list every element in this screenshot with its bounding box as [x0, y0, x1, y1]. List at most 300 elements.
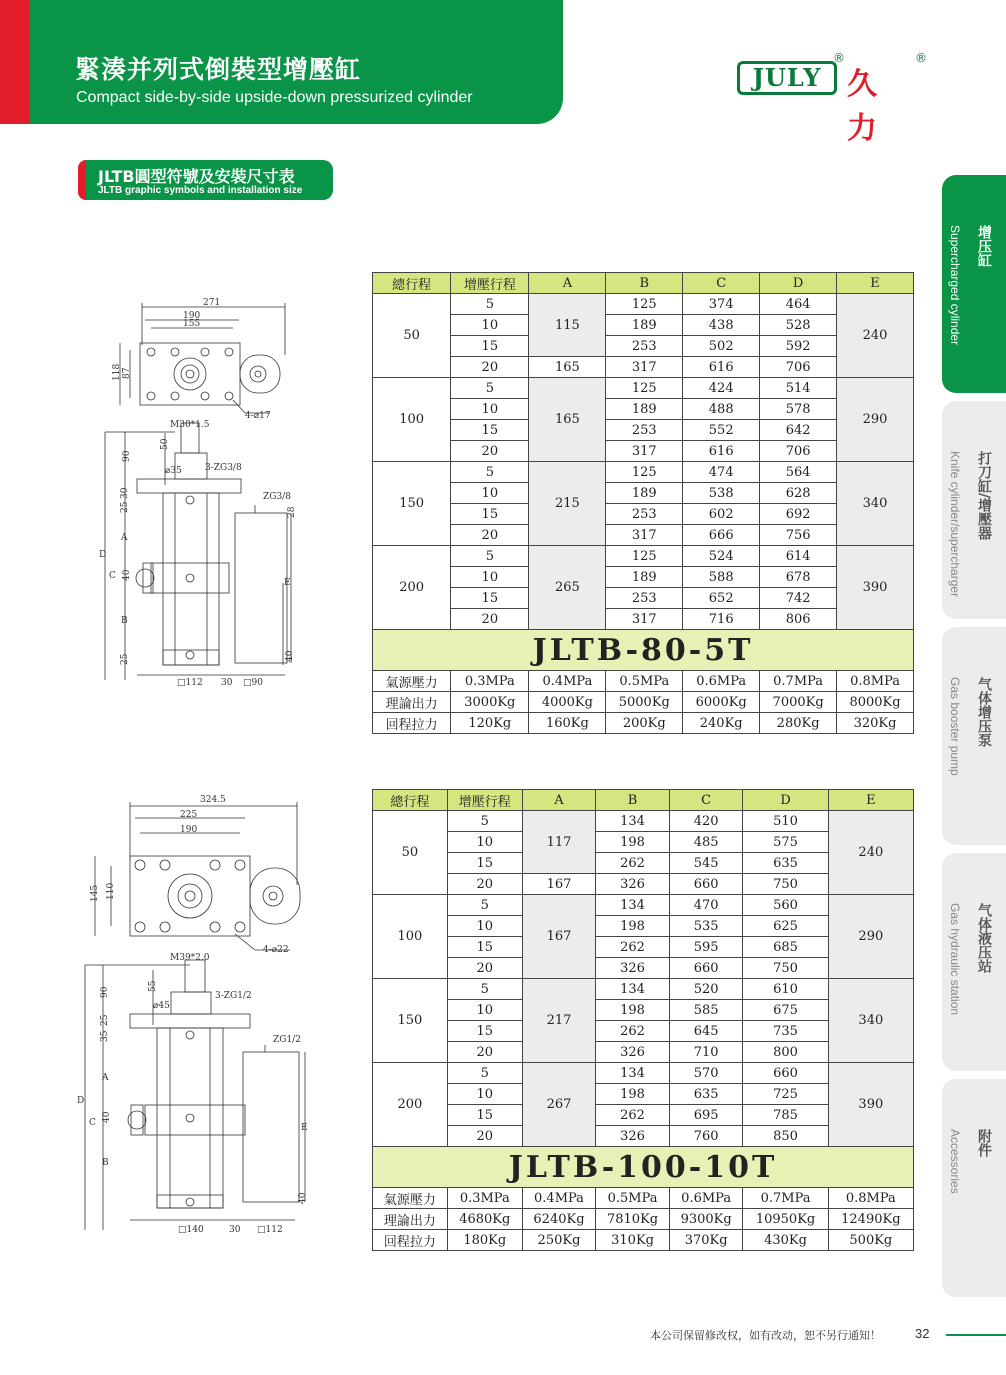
dim-label: □112: [257, 1225, 283, 1235]
c-cell: 374: [683, 294, 760, 315]
page-number: 32: [915, 1326, 930, 1341]
pressure-cell: 0.4MPa: [529, 671, 606, 692]
b-cell: 326: [596, 1126, 670, 1147]
d-cell: 610: [743, 979, 828, 1000]
d-cell: 800: [743, 1042, 828, 1063]
boost-cell: 20: [451, 441, 529, 462]
logo-brand-cn: 久力: [847, 67, 880, 146]
table-row: [373, 1230, 914, 1251]
table-row: [373, 357, 914, 378]
dim-label: B: [121, 616, 128, 626]
d-cell: 528: [760, 315, 837, 336]
d-cell: 675: [743, 1000, 828, 1021]
boost-cell: 5: [447, 1063, 522, 1084]
pressure-cell: 0.6MPa: [669, 1188, 743, 1209]
c-cell: 474: [683, 462, 760, 483]
dim-label: 118: [112, 363, 122, 381]
d-cell: 685: [743, 937, 828, 958]
dim-label: 30: [221, 678, 233, 688]
boost-cell: 10: [447, 1084, 522, 1105]
b-cell: 198: [596, 832, 670, 853]
b-cell: 134: [596, 1063, 670, 1084]
table-row: [373, 399, 914, 420]
dim-label: □140: [178, 1225, 204, 1235]
return-label: 回程拉力: [373, 713, 451, 734]
b-cell: 253: [606, 588, 683, 609]
c-cell: 502: [683, 336, 760, 357]
d-cell: 742: [760, 588, 837, 609]
boost-cell: 15: [447, 1021, 522, 1042]
dim-label: 271: [203, 298, 221, 308]
boost-cell: 10: [451, 567, 529, 588]
logo-brand-en: JULY: [737, 61, 837, 95]
dim-label: C: [89, 1118, 96, 1128]
header-boost-stroke: 增壓行程: [451, 273, 529, 294]
header-a: A: [522, 790, 596, 811]
a-cell: 165: [529, 378, 606, 462]
boost-cell: 15: [451, 336, 529, 357]
b-cell: 189: [606, 483, 683, 504]
table-row: [373, 609, 914, 630]
side-tab-label-en: Gas booster pump: [948, 677, 962, 776]
table-row: [373, 525, 914, 546]
d-cell: 625: [743, 916, 828, 937]
side-tab-label-cn: 打刀缸/增壓器: [976, 451, 992, 541]
dim-label: 40: [285, 650, 295, 662]
boost-cell: 10: [451, 399, 529, 420]
boost-cell: 20: [451, 357, 529, 378]
c-cell: 760: [669, 1126, 743, 1147]
total-stroke-cell: 100: [373, 378, 451, 462]
boost-cell: 15: [447, 937, 522, 958]
dim-label: 90: [122, 450, 132, 462]
c-cell: 716: [683, 609, 760, 630]
dim-label: 190: [183, 311, 201, 321]
page-title-cn: 緊湊并列式倒裝型增壓缸: [75, 55, 362, 84]
dim-label: E: [284, 578, 291, 588]
d-cell: 750: [743, 874, 828, 895]
output-cell: 9300Kg: [669, 1209, 743, 1230]
table-row: [373, 420, 914, 441]
pressure-cell: 0.3MPa: [447, 1188, 522, 1209]
e-cell: 340: [837, 462, 914, 546]
side-tab-supercharged-cylinder[interactable]: [942, 175, 1006, 393]
table-row: [373, 546, 914, 567]
c-cell: 552: [683, 420, 760, 441]
side-tab-label-cn: 增压缸: [976, 225, 992, 267]
c-cell: 424: [683, 378, 760, 399]
dim-label: □90: [243, 678, 263, 688]
d-cell: 510: [743, 811, 828, 832]
d-cell: 750: [743, 958, 828, 979]
header-total-stroke: 總行程: [373, 790, 448, 811]
dim-label: 28: [287, 506, 297, 518]
dim-label: 30: [120, 487, 130, 499]
total-stroke-cell: 50: [373, 811, 448, 895]
section-title-en: JLTB graphic symbols and installation size: [98, 185, 303, 196]
dim-label: 40: [102, 1111, 112, 1123]
dim-label: □112: [177, 678, 203, 688]
pressure-cell: 0.8MPa: [828, 1188, 913, 1209]
output-cell: 7000Kg: [760, 692, 837, 713]
dim-label: 4-⌀22: [263, 945, 289, 955]
d-cell: 464: [760, 294, 837, 315]
total-stroke-cell: 50: [373, 294, 451, 378]
d-cell: 735: [743, 1021, 828, 1042]
dim-label: 155: [183, 319, 201, 329]
b-cell: 125: [606, 546, 683, 567]
total-stroke-cell: 200: [373, 1063, 448, 1147]
header-d: D: [760, 273, 837, 294]
d-cell: 578: [760, 399, 837, 420]
return-cell: 430Kg: [743, 1230, 828, 1251]
footer-line: [946, 1334, 1006, 1336]
header-banner: [0, 0, 563, 124]
boost-cell: 15: [447, 853, 522, 874]
d-cell: 635: [743, 853, 828, 874]
b-cell: 262: [596, 1021, 670, 1042]
boost-cell: 15: [451, 420, 529, 441]
b-cell: 253: [606, 336, 683, 357]
d-cell: 642: [760, 420, 837, 441]
b-cell: 134: [596, 979, 670, 1000]
logo-reg-mark: ®: [833, 51, 845, 65]
output-cell: 7810Kg: [596, 1209, 670, 1230]
c-cell: 660: [669, 874, 743, 895]
side-tab-label-cn: 气体增压泵: [976, 677, 992, 747]
dim-label: C: [109, 571, 116, 581]
c-cell: 602: [683, 504, 760, 525]
return-cell: 320Kg: [837, 713, 914, 734]
model-name: JLTB-80-5T: [373, 630, 914, 671]
section-tag: [78, 160, 333, 200]
drawing-jltb-80-svg: [95, 295, 315, 690]
d-cell: 628: [760, 483, 837, 504]
dim-label: ZG3/8: [263, 492, 291, 502]
output-cell: 8000Kg: [837, 692, 914, 713]
boost-cell: 15: [451, 588, 529, 609]
c-cell: 524: [683, 546, 760, 567]
boost-cell: 5: [447, 979, 522, 1000]
dim-label: A: [121, 533, 128, 543]
table-row: [373, 1188, 914, 1209]
boost-cell: 5: [451, 378, 529, 399]
output-label: 理論出力: [373, 692, 451, 713]
d-cell: 678: [760, 567, 837, 588]
dim-label: 25: [120, 653, 130, 665]
side-tab-label-en: Supercharged cylinder: [948, 225, 962, 346]
a-cell: 265: [529, 546, 606, 630]
model-row: [373, 1147, 914, 1188]
footer-note: 本公司保留修改权，如有改动，恕不另行通知！: [650, 1329, 881, 1342]
b-cell: 198: [596, 1084, 670, 1105]
b-cell: 262: [596, 853, 670, 874]
e-cell: 390: [837, 546, 914, 630]
return-label: 回程拉力: [373, 1230, 448, 1251]
side-tab-gas-booster-pump[interactable]: [942, 627, 1006, 845]
b-cell: 134: [596, 895, 670, 916]
header-c: C: [669, 790, 743, 811]
table-row: [373, 315, 914, 336]
dim-label: 25: [120, 501, 130, 513]
return-cell: 160Kg: [529, 713, 606, 734]
header-b: B: [606, 273, 683, 294]
c-cell: 588: [683, 567, 760, 588]
output-cell: 10950Kg: [743, 1209, 828, 1230]
boost-cell: 5: [447, 811, 522, 832]
d-cell: 592: [760, 336, 837, 357]
a-cell: 117: [522, 811, 596, 874]
output-cell: 6000Kg: [683, 692, 760, 713]
side-tab-label-en: Knife cylinder/supercharger: [948, 451, 962, 598]
table-row: [373, 588, 914, 609]
table-row: [373, 713, 914, 734]
a-cell: 167: [522, 895, 596, 979]
d-cell: 785: [743, 1105, 828, 1126]
table-row: [373, 692, 914, 713]
e-cell: 290: [837, 378, 914, 462]
b-cell: 253: [606, 420, 683, 441]
boost-cell: 20: [447, 1042, 522, 1063]
return-cell: 280Kg: [760, 713, 837, 734]
c-cell: 570: [669, 1063, 743, 1084]
dim-label: 324.5: [200, 795, 226, 805]
side-tab-label-cn: 附件: [976, 1129, 992, 1157]
dim-label: B: [102, 1158, 109, 1168]
b-cell: 262: [596, 937, 670, 958]
pressure-cell: 0.4MPa: [522, 1188, 596, 1209]
a-cell: 115: [529, 294, 606, 357]
d-cell: 564: [760, 462, 837, 483]
table-row: [373, 895, 914, 916]
table-row: [373, 979, 914, 1000]
d-cell: 706: [760, 441, 837, 462]
b-cell: 189: [606, 567, 683, 588]
return-cell: 200Kg: [606, 713, 683, 734]
total-stroke-cell: 150: [373, 462, 451, 546]
model-row: [373, 630, 914, 671]
d-cell: 692: [760, 504, 837, 525]
dim-label: ⌀35: [165, 466, 182, 476]
boost-cell: 10: [447, 916, 522, 937]
pressure-cell: 0.3MPa: [451, 671, 529, 692]
total-stroke-cell: 100: [373, 895, 448, 979]
b-cell: 189: [606, 315, 683, 336]
dim-label: 110: [106, 882, 116, 900]
a-cell: 267: [522, 1063, 596, 1147]
c-cell: 420: [669, 811, 743, 832]
b-cell: 326: [596, 958, 670, 979]
e-cell: 240: [828, 811, 913, 895]
table-row: [373, 294, 914, 315]
pressure-cell: 0.7MPa: [760, 671, 837, 692]
boost-cell: 20: [447, 1126, 522, 1147]
c-cell: 470: [669, 895, 743, 916]
pressure-cell: 0.5MPa: [606, 671, 683, 692]
d-cell: 560: [743, 895, 828, 916]
c-cell: 666: [683, 525, 760, 546]
a-cell: 215: [529, 462, 606, 546]
c-cell: 585: [669, 1000, 743, 1021]
drawing-jltb-100: [75, 790, 315, 1240]
e-cell: 240: [837, 294, 914, 378]
b-cell: 125: [606, 378, 683, 399]
c-cell: 695: [669, 1105, 743, 1126]
boost-cell: 15: [451, 504, 529, 525]
total-stroke-cell: 150: [373, 979, 448, 1063]
d-cell: 514: [760, 378, 837, 399]
c-cell: 545: [669, 853, 743, 874]
dim-label: 225: [180, 810, 198, 820]
d-cell: 660: [743, 1063, 828, 1084]
model-name: JLTB-100-10T: [373, 1147, 914, 1188]
side-tab-label-en: Gas hydraulic station: [948, 903, 962, 1016]
boost-cell: 20: [447, 874, 522, 895]
side-tab-knife-cylinder[interactable]: [942, 401, 1006, 619]
b-cell: 317: [606, 609, 683, 630]
page-title-en: Compact side-by-side upside-down pressurized cylinder: [76, 89, 473, 106]
spec-table-jltb-100: [372, 789, 914, 1251]
total-stroke-cell: 200: [373, 546, 451, 630]
d-cell: 706: [760, 357, 837, 378]
c-cell: 485: [669, 832, 743, 853]
c-cell: 660: [669, 958, 743, 979]
b-cell: 326: [596, 874, 670, 895]
header-a: A: [529, 273, 606, 294]
e-cell: 290: [828, 895, 913, 979]
pressure-cell: 0.6MPa: [683, 671, 760, 692]
dim-label: M30*1.5: [170, 420, 210, 430]
c-cell: 652: [683, 588, 760, 609]
side-tab-accessories[interactable]: [942, 1079, 1006, 1297]
boost-cell: 5: [451, 294, 529, 315]
dim-label: 40: [122, 569, 132, 581]
boost-cell: 10: [451, 483, 529, 504]
output-cell: 4680Kg: [447, 1209, 522, 1230]
d-cell: 806: [760, 609, 837, 630]
c-cell: 616: [683, 357, 760, 378]
side-tab-gas-hydraulic-station[interactable]: [942, 853, 1006, 1071]
b-cell: 125: [606, 294, 683, 315]
b-cell: 125: [606, 462, 683, 483]
return-cell: 180Kg: [447, 1230, 522, 1251]
c-cell: 595: [669, 937, 743, 958]
header-total-stroke: 總行程: [373, 273, 451, 294]
return-cell: 500Kg: [828, 1230, 913, 1251]
b-cell: 134: [596, 811, 670, 832]
c-cell: 645: [669, 1021, 743, 1042]
c-cell: 616: [683, 441, 760, 462]
dim-label: ⌀45: [153, 1001, 170, 1011]
b-cell: 317: [606, 441, 683, 462]
table-row: [373, 1063, 914, 1084]
b-cell: 326: [596, 1042, 670, 1063]
a-cell: 167: [522, 874, 596, 895]
dim-label: A: [102, 1073, 109, 1083]
c-cell: 538: [683, 483, 760, 504]
return-cell: 370Kg: [669, 1230, 743, 1251]
b-cell: 198: [596, 916, 670, 937]
d-cell: 575: [743, 832, 828, 853]
b-cell: 262: [596, 1105, 670, 1126]
b-cell: 253: [606, 504, 683, 525]
drawing-jltb-100-svg: [75, 790, 315, 1240]
section-title-cn: JLTB圓型符號及安裝尺寸表: [98, 167, 295, 186]
return-cell: 120Kg: [451, 713, 529, 734]
boost-cell: 15: [447, 1105, 522, 1126]
dim-label: M39*2.0: [170, 953, 210, 963]
c-cell: 438: [683, 315, 760, 336]
dim-label: E: [301, 1123, 308, 1133]
table-row: [373, 336, 914, 357]
dim-label: 4-⌀17: [245, 411, 271, 421]
table-row: [373, 1209, 914, 1230]
output-cell: 12490Kg: [828, 1209, 913, 1230]
b-cell: 317: [606, 525, 683, 546]
header-e: E: [828, 790, 913, 811]
logo-reg-mark-2: ®: [915, 51, 927, 65]
a-cell: 165: [529, 357, 606, 378]
output-cell: 5000Kg: [606, 692, 683, 713]
c-cell: 520: [669, 979, 743, 1000]
dim-label: 145: [90, 884, 100, 902]
d-cell: 756: [760, 525, 837, 546]
boost-cell: 5: [451, 462, 529, 483]
b-cell: 198: [596, 1000, 670, 1021]
table-row: [373, 671, 914, 692]
pressure-cell: 0.7MPa: [743, 1188, 828, 1209]
dim-label: 87: [122, 367, 132, 379]
d-cell: 725: [743, 1084, 828, 1105]
boost-cell: 10: [451, 315, 529, 336]
table-row: [373, 441, 914, 462]
return-cell: 250Kg: [522, 1230, 596, 1251]
pressure-label: 氣源壓力: [373, 671, 451, 692]
boost-cell: 20: [451, 525, 529, 546]
b-cell: 317: [606, 357, 683, 378]
header-e: E: [837, 273, 914, 294]
return-cell: 310Kg: [596, 1230, 670, 1251]
dim-label: 25: [100, 1014, 110, 1026]
d-cell: 614: [760, 546, 837, 567]
pressure-cell: 0.8MPa: [837, 671, 914, 692]
boost-cell: 5: [451, 546, 529, 567]
return-cell: 240Kg: [683, 713, 760, 734]
e-cell: 390: [828, 1063, 913, 1147]
table-row: [373, 504, 914, 525]
a-cell: 217: [522, 979, 596, 1063]
boost-cell: 20: [451, 609, 529, 630]
d-cell: 850: [743, 1126, 828, 1147]
header-b: B: [596, 790, 670, 811]
table-row: [373, 811, 914, 832]
dim-label: 50: [160, 438, 170, 450]
header-boost-stroke: 增壓行程: [447, 790, 522, 811]
c-cell: 535: [669, 916, 743, 937]
dim-label: 35: [100, 1030, 110, 1042]
boost-cell: 10: [447, 1000, 522, 1021]
dim-label: 30: [229, 1225, 241, 1235]
side-tab-label-en: Accessories: [948, 1129, 962, 1194]
pressure-cell: 0.5MPa: [596, 1188, 670, 1209]
c-cell: 488: [683, 399, 760, 420]
table-row: [373, 567, 914, 588]
dim-label: 90: [100, 986, 110, 998]
spec-table-jltb-80: [372, 272, 914, 734]
boost-cell: 10: [447, 832, 522, 853]
dim-label: ZG1/2: [273, 1035, 301, 1045]
dim-label: 3-ZG1/2: [215, 991, 252, 1001]
